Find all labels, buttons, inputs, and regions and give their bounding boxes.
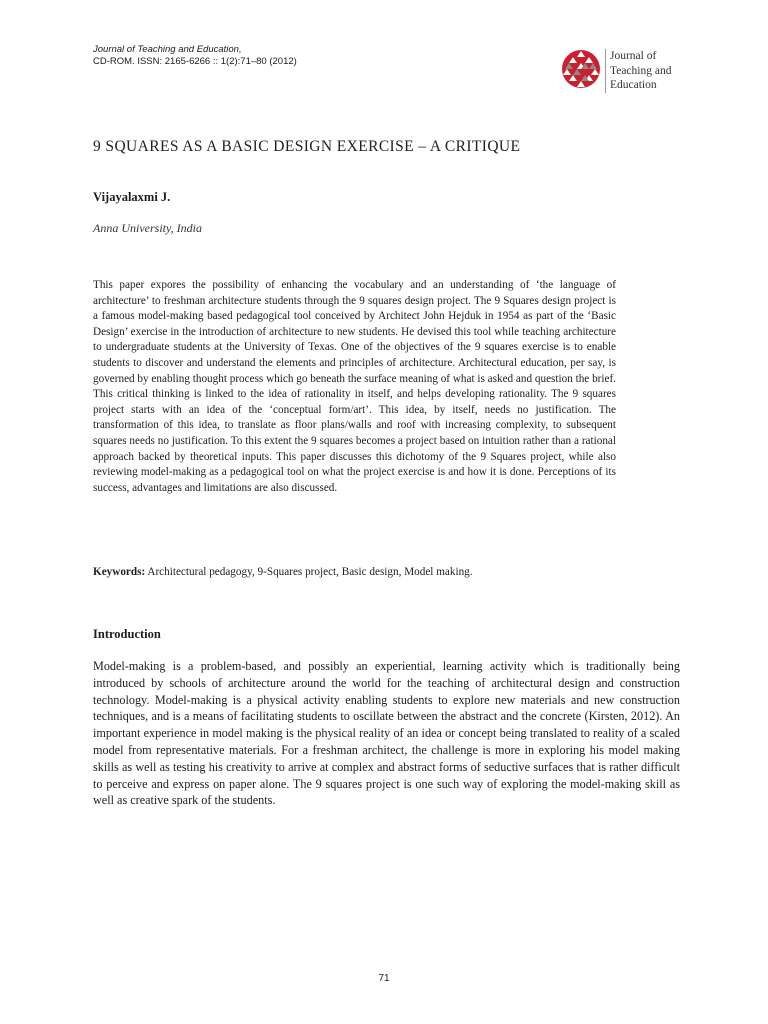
keywords-label: Keywords: bbox=[93, 566, 146, 578]
keywords-list: Architectural pedagogy, 9-Squares project, Basic design, Model making. bbox=[145, 566, 473, 578]
author-affiliation: Anna University, India bbox=[93, 221, 202, 235]
page-number: 71 bbox=[378, 973, 390, 984]
logo-name-line: Journal of bbox=[610, 50, 657, 62]
abstract: This paper expores the possibility of enhancing the vocabulary and an understanding of ‘the language of architecture’ to freshman architecture students through the 9 squares design project. The 9 Squares design project is a famous model-making based pedagogical tool conceived by Architect John Hejduk in 1954 as part of the ‘Basic Design’ exercise in the introduction of architecture to new students. He devised this tool while teaching architecture to undergraduate students at the University of Texas. One of the objectives of the 9 squares exercise is to enable students to discover and understand the elements and principles of architecture. Architectural education, per say, is governed by enabling thought process which go beneath the surface meaning of what is asked and question the brief. This critical thinking is linked to the idea of rationality in itself, and helps developing rationality. The 9 squares project starts with an idea of the ‘conceptual form/art’. This idea, by itself, needs no justification. The transformation of this idea, to translate as floor plans/walls and roof with increasing complexity, to subsequent squares needs no justification. To this extent the 9 squares becomes a project based on intuition rather than a rational approach backed by theoretical inputs. This paper discusses this dichotomy of the 9 Squares project, while also reviewing model-making as a pedagogical tool on what the project exercise is and how it is done. Perceptions of its success, advantages and limitations are also discussed. bbox=[93, 279, 616, 494]
logo-name-line: Education bbox=[610, 79, 657, 91]
author-name: Vijayalaxmi J. bbox=[93, 190, 171, 204]
logo-divider bbox=[605, 49, 606, 93]
journal-reference bbox=[93, 44, 297, 68]
logo-name-line: Teaching and bbox=[610, 64, 672, 77]
journal-issn: CD-ROM. ISSN: 2165-6266 :: 1(2):71–80 (2012) bbox=[93, 56, 297, 67]
logo-journal-name bbox=[610, 49, 671, 93]
globe-logo-icon bbox=[559, 47, 603, 91]
journal-logo bbox=[559, 47, 689, 97]
section-heading-introduction: Introduction bbox=[93, 627, 161, 641]
keywords bbox=[93, 566, 633, 578]
article-title: 9 SQUARES AS A BASIC DESIGN EXERCISE – A CRITIQUE bbox=[93, 138, 521, 155]
introduction-paragraph: Model-making is a problem-based, and possibly an experiential, learning activity which is traditionally being introduced by schools of architecture around the world for the teaching of architectural design and construction technology. Model-making is a physical activity enabling students to explore new materials and new construction techniques, and is a means of facilitating students to oscillate between the abstract and the concrete (Kirsten, 2012). An important experience in model making is the physical reality of an idea or concept being translated to reality of a scaled model from representative materials. For a freshman architect, the challenge is more in exploring his model making skills as well as testing his creativity to arrive at complex and abstract forms of seductive surfaces that is rather difficult to perceive and express on paper alone. The 9 squares project is one such way of exploring the model-making skill as well as creative spark of the students. bbox=[93, 659, 680, 808]
journal-name: Journal of Teaching and Education, bbox=[93, 44, 242, 55]
